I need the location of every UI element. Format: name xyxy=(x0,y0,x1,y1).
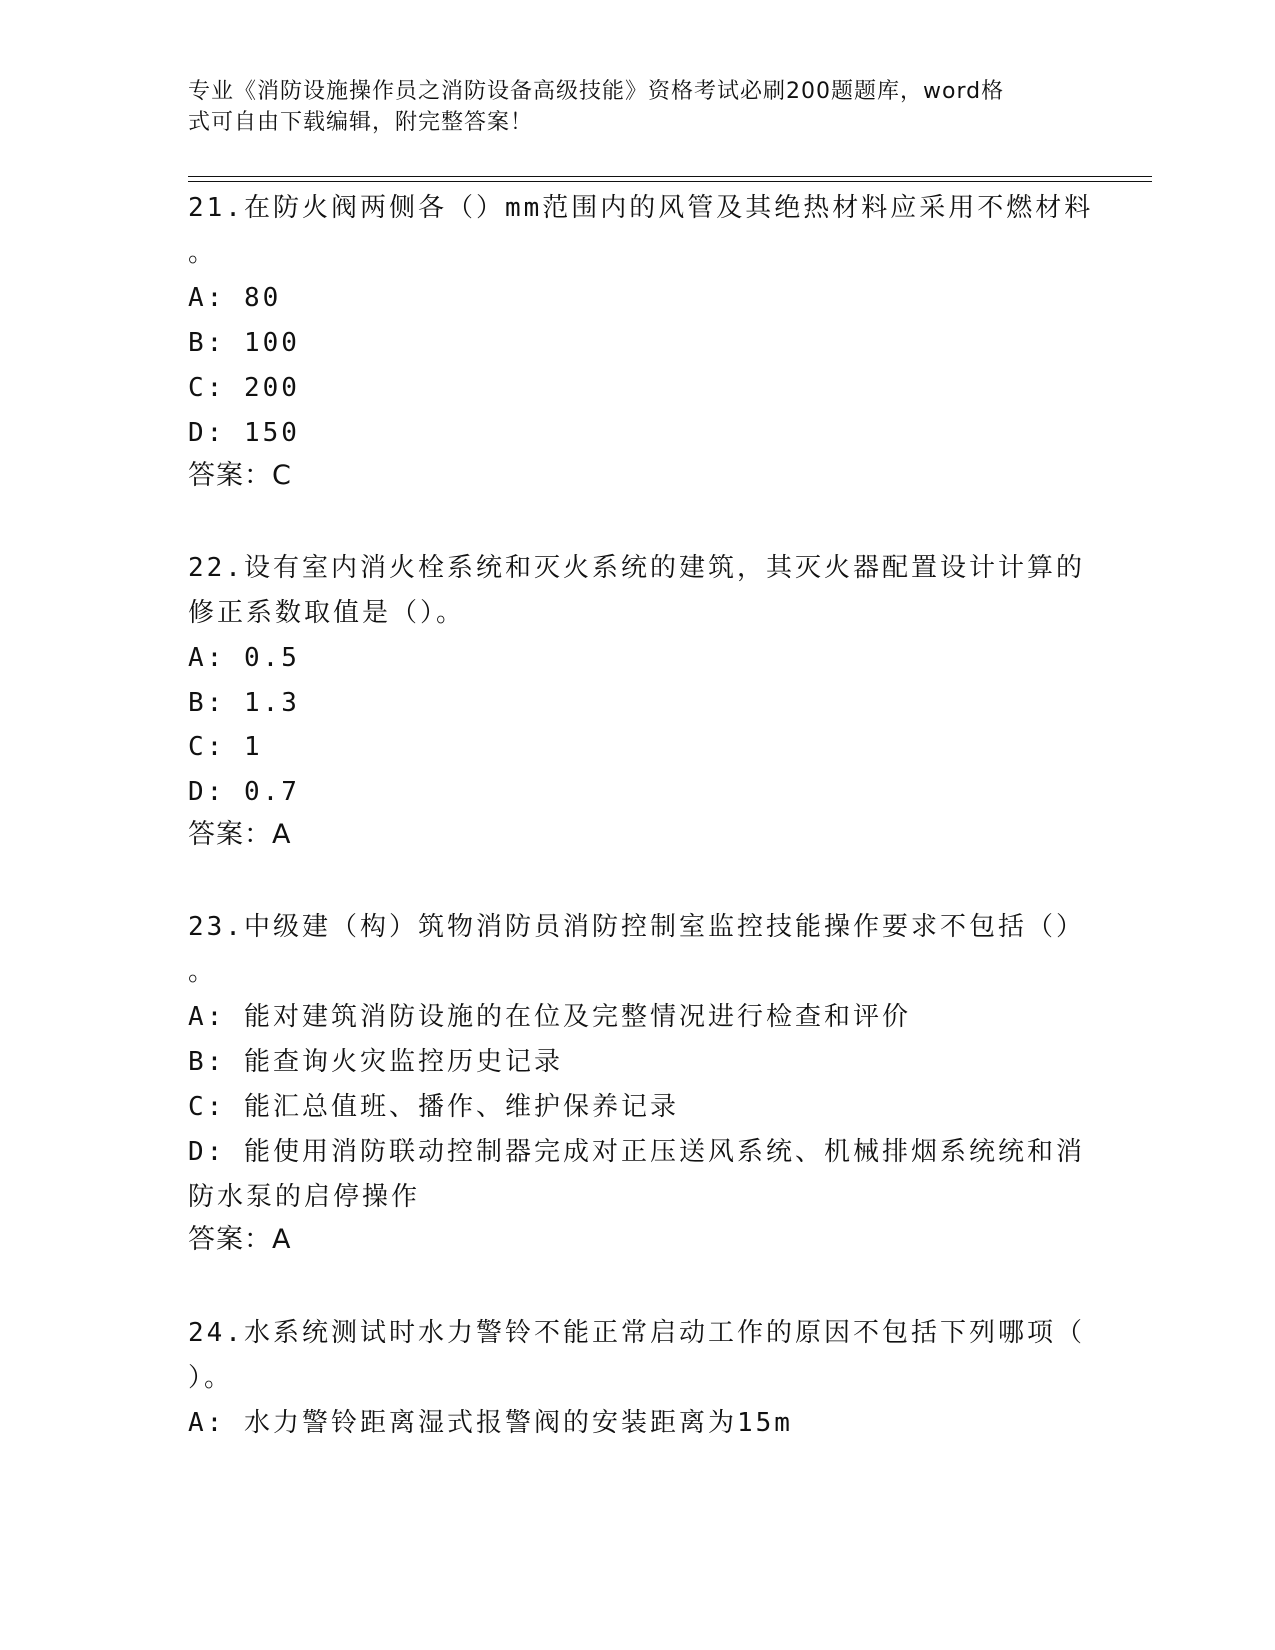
option-c: C: 能汇总值班、播作、维护保养记录 xyxy=(188,1092,679,1122)
option-a: A: 能对建筑消防设施的在位及完整情况进行检查和评价 xyxy=(188,1002,911,1032)
option-c: C: 200 xyxy=(188,373,300,403)
option-b: B: 100 xyxy=(188,328,300,358)
question-stem-cont: 。 xyxy=(188,238,218,268)
answer-label: 答案：A xyxy=(188,819,292,850)
option-a: A: 水力警铃距离湿式报警阀的安装距离为15m xyxy=(188,1408,793,1438)
question-stem-cont: 修正系数取值是（）。 xyxy=(188,598,466,628)
answer-label: 答案：C xyxy=(188,460,292,491)
option-a: A: 80 xyxy=(188,283,282,313)
question-stem: 21.在防火阀两侧各（）mm范围内的风管及其绝热材料应采用不燃材料 xyxy=(188,193,1094,223)
option-b: B: 能查询火灾监控历史记录 xyxy=(188,1047,563,1077)
option-d-cont: 防水泵的启停操作 xyxy=(188,1182,421,1212)
option-a: A: 0.5 xyxy=(188,643,300,673)
option-d: D: 0.7 xyxy=(188,777,300,807)
header-line-1: 专业《消防设施操作员之消防设备高级技能》资格考试必刷200题题库，word格 xyxy=(188,79,1005,104)
header-line-2: 式可自由下载编辑，附完整答案！ xyxy=(188,110,534,135)
question-stem: 22.设有室内消火栓系统和灭火系统的建筑，其灭火器配置设计计算的 xyxy=(188,553,1085,583)
question-stem: 24.水系统测试时水力警铃不能正常启动工作的原因不包括下列哪项（ xyxy=(188,1318,1085,1348)
option-c: C: 1 xyxy=(188,732,263,762)
question-stem-cont: ）。 xyxy=(188,1363,234,1393)
option-b: B: 1.3 xyxy=(188,688,300,718)
question-stem-cont: 。 xyxy=(188,957,218,987)
option-d: D: 能使用消防联动控制器完成对正压送风系统、机械排烟系统统和消 xyxy=(188,1137,1085,1167)
document-header xyxy=(188,76,1068,138)
option-d: D: 150 xyxy=(188,418,300,448)
answer-label: 答案：A xyxy=(188,1224,292,1255)
header-divider-bottom xyxy=(188,181,1152,182)
question-stem: 23.中级建（构）筑物消防员消防控制室监控技能操作要求不包括（） xyxy=(188,912,1085,942)
header-divider-top xyxy=(188,176,1152,177)
